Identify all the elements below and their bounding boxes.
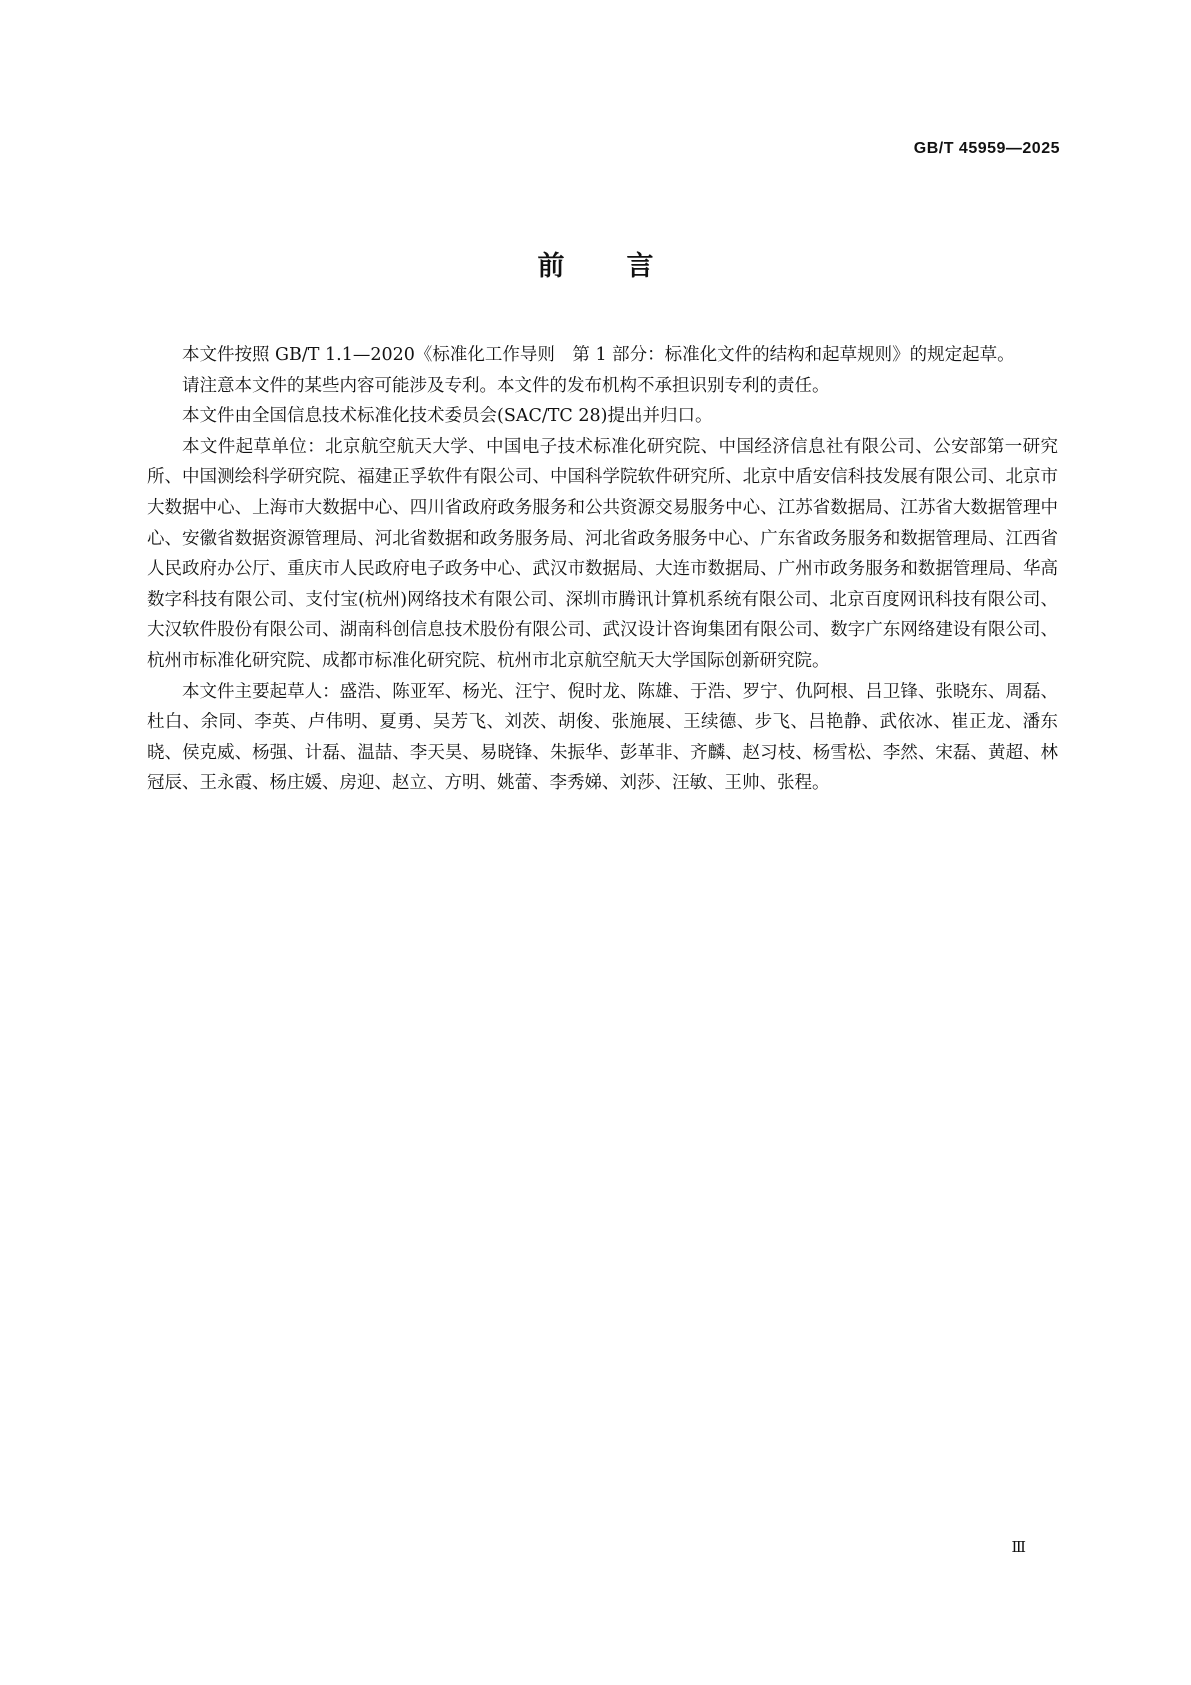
foreword-body [147, 340, 1058, 799]
paragraph-drafting-rules: 本文件按照 GB/T 1.1—2020《标准化工作导则 第 1 部分：标准化文件的结构和起草规则》的规定起草。 [182, 345, 1015, 365]
paragraph-drafting-units: 本文件起草单位：北京航空航天大学、中国电子技术标准化研究院、中国经济信息社有限公司、公安部第一研究所、中国测绘科学研究院、福建正孚软件有限公司、中国科学院软件研究所、北京中盾安信科技发展有限公司、北京市大数据中心、上海市大数据中心、四川省政府政务服务和公共资源交易服务中心、江苏省数据局、江苏省大数据管理中心、安徽省数据资源管理局、河北省数据和政务服务局、河北省政务服务中心、广东省政务服务和数据管理局、江西省人民政府办公厅、重庆市人民政府电子政务中心、武汉市数据局、大连市数据局、广州市政务服务和数据管理局、华高数字科技有限公司、支付宝(杭州)网络技术有限公司、深圳市腾讯计算机系统有限公司、北京百度网讯科技有限公司、大汉软件股份有限公司、湖南科创信息技术股份有限公司、武汉设计咨询集团有限公司、数字广东网络建设有限公司、杭州市标准化研究院、成都市标准化研究院、杭州市北京航空航天大学国际创新研究院。 [147, 436, 1058, 671]
paragraph-proposer: 本文件由全国信息技术标准化技术委员会(SAC/TC 28)提出并归口。 [182, 406, 713, 427]
paragraph-drafters: 本文件主要起草人：盛浩、陈亚军、杨光、汪宁、倪时龙、陈雄、于浩、罗宁、仇阿根、吕卫锋、张晓东、周磊、杜白、余同、李英、卢伟明、夏勇、吴芳飞、刘茨、胡俊、张施展、王续德、步飞、吕艳静、武依冰、崔正龙、潘东晓、侯克威、杨强、计磊、温喆、李天昊、易晓锋、朱振华、彭革非、齐麟、赵习枝、杨雪松、李然、宋磊、黄超、林冠辰、王永霞、杨庄媛、房迎、赵立、方明、姚蕾、李秀娣、刘莎、汪敏、王帅、张程。 [147, 681, 1058, 794]
page-number: Ⅲ [1011, 1538, 1026, 1556]
paragraph-patent-notice: 请注意本文件的某些内容可能涉及专利。本文件的发布机构不承担识别专利的责任。 [182, 375, 830, 396]
page-title: 前言 [537, 251, 716, 282]
standard-number: GB/T 45959—2025 [913, 140, 1060, 157]
